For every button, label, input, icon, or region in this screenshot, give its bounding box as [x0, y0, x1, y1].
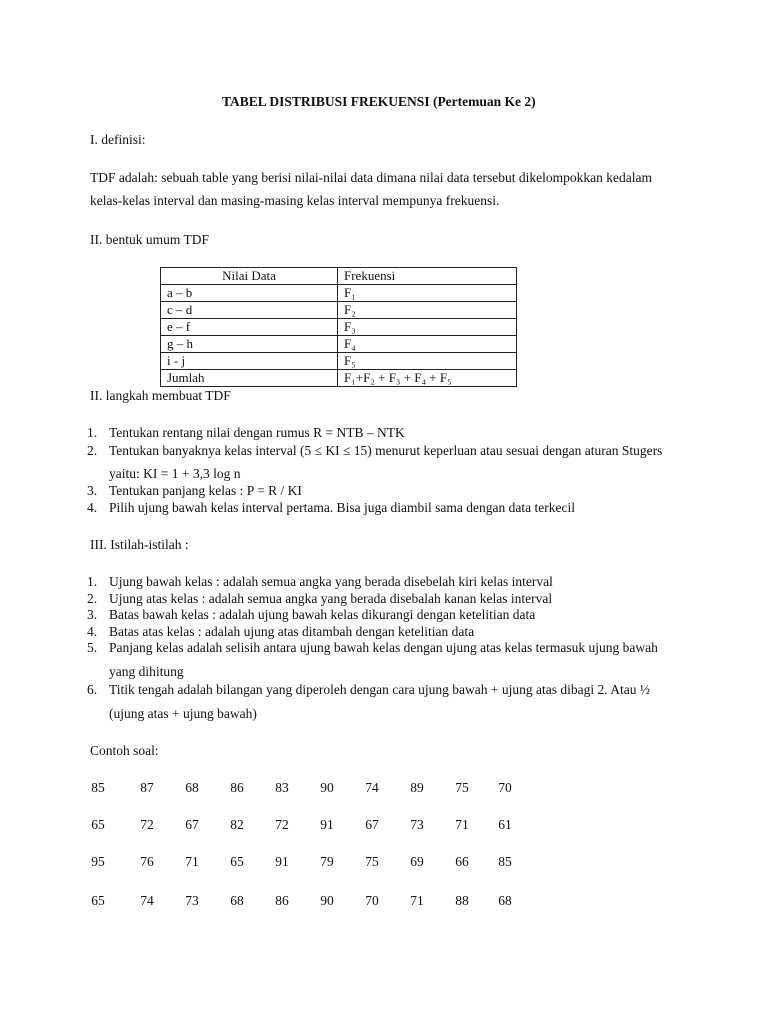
example-number: 82 — [230, 817, 244, 832]
example-number: 74 — [140, 893, 154, 908]
list-item: Batas bawah kelas : adalah ujung bawah kelas dikurangi dengan ketelitian data — [109, 607, 536, 622]
list-number: 2. — [87, 443, 98, 458]
table-row — [161, 285, 517, 302]
example-number: 65 — [230, 854, 244, 869]
table-cell-total: F₁+F₂ + F₃ + F₄ + F₅ — [338, 370, 517, 387]
example-number: 74 — [365, 780, 379, 795]
example-number: 68 — [498, 893, 512, 908]
example-number: 65 — [91, 893, 105, 908]
list-item: Tentukan banyaknya kelas interval (5 ≤ KI ≤ 15) menurut keperluan atau sesuai dengan aturan Stugers — [109, 443, 663, 458]
example-number: 73 — [410, 817, 424, 832]
list-item-continuation: yaitu: KI = 1 + 3,3 log n — [109, 466, 241, 481]
example-number: 87 — [140, 780, 154, 795]
example-number: 66 — [455, 854, 469, 869]
table-cell-frekuensi: F₄ — [338, 336, 517, 353]
list-item: Tentukan rentang nilai dengan rumus R = NTB – NTK — [109, 425, 405, 440]
example-number: 72 — [275, 817, 289, 832]
table-row — [161, 319, 517, 336]
table-cell-frekuensi: F₁ — [338, 285, 517, 302]
example-number: 75 — [365, 854, 379, 869]
example-number: 67 — [365, 817, 379, 832]
list-number: 1. — [87, 425, 98, 440]
list-number: 4. — [87, 500, 98, 515]
page-title: TABEL DISTRIBUSI FREKUENSI (Pertemuan Ke 2) — [222, 94, 536, 109]
example-number: 83 — [275, 780, 289, 795]
example-number: 71 — [455, 817, 469, 832]
table-total-row — [161, 370, 517, 387]
list-item-continuation: (ujung atas + ujung bawah) — [109, 706, 257, 721]
table-cell-frekuensi: F₅ — [338, 353, 517, 370]
steps-heading: II. langkah membuat TDF — [90, 388, 231, 403]
tdf-table — [160, 267, 517, 387]
example-number: 89 — [410, 780, 424, 795]
example-number: 91 — [275, 854, 289, 869]
example-number: 86 — [230, 780, 244, 795]
list-item: Ujung bawah kelas : adalah semua angka yang berada disebelah kiri kelas interval — [109, 574, 553, 589]
table-row — [161, 336, 517, 353]
example-number: 68 — [185, 780, 199, 795]
table-cell-nilai: e – f — [161, 319, 338, 336]
definition-text-line1: TDF adalah: sebuah table yang berisi nilai-nilai data dimana nilai data tersebut dikelompokkan kedalam — [90, 170, 652, 185]
example-number: 67 — [185, 817, 199, 832]
list-number: 3. — [87, 607, 98, 622]
list-item: Ujung atas kelas : adalah semua angka yang berada disebalah kanan kelas interval — [109, 591, 553, 606]
table-cell-frekuensi: F₂ — [338, 302, 517, 319]
example-number: 71 — [410, 893, 424, 908]
table-cell-frekuensi: F₃ — [338, 319, 517, 336]
table-row — [161, 353, 517, 370]
example-number: 79 — [320, 854, 334, 869]
example-number: 88 — [455, 893, 469, 908]
list-number: 6. — [87, 682, 98, 697]
list-number: 3. — [87, 483, 98, 498]
table-header-nilai: Nilai Data — [161, 268, 338, 285]
example-number: 61 — [498, 817, 512, 832]
definition-heading: I. definisi: — [90, 132, 146, 147]
list-item: Pilih ujung bawah kelas interval pertama. Bisa juga diambil sama dengan data terkecil — [109, 500, 575, 515]
example-number: 75 — [455, 780, 469, 795]
example-heading: Contoh soal: — [90, 743, 159, 758]
list-number: 5. — [87, 640, 98, 655]
example-number: 86 — [275, 893, 289, 908]
list-number: 2. — [87, 591, 98, 606]
example-number: 91 — [320, 817, 334, 832]
example-number: 85 — [498, 854, 512, 869]
table-header-frekuensi: Frekuensi — [338, 268, 517, 285]
table-cell-nilai: i - j — [161, 353, 338, 370]
example-number: 90 — [320, 893, 334, 908]
table-cell-nilai: g – h — [161, 336, 338, 353]
example-number: 65 — [91, 817, 105, 832]
list-item: Tentukan panjang kelas : P = R / KI — [109, 483, 302, 498]
list-item: Panjang kelas adalah selisih antara ujung bawah kelas dengan ujung atas kelas termasuk ujung bawah — [109, 640, 658, 655]
example-number: 90 — [320, 780, 334, 795]
list-item: Batas atas kelas : adalah ujung atas ditambah dengan ketelitian data — [109, 624, 475, 639]
table-header-row — [161, 268, 517, 285]
example-number: 70 — [498, 780, 512, 795]
table-cell-jumlah: Jumlah — [161, 370, 338, 387]
list-item: Titik tengah adalah bilangan yang diperoleh dengan cara ujung bawah + ujung atas dibagi 2. Atau ½ — [109, 682, 650, 697]
example-number: 73 — [185, 893, 199, 908]
example-number: 85 — [91, 780, 105, 795]
example-number: 68 — [230, 893, 244, 908]
general-form-heading: II. bentuk umum TDF — [90, 232, 209, 247]
example-number: 69 — [410, 854, 424, 869]
list-number: 1. — [87, 574, 98, 589]
table-row — [161, 302, 517, 319]
example-number: 76 — [140, 854, 154, 869]
table-cell-nilai: c – d — [161, 302, 338, 319]
table-cell-nilai: a – b — [161, 285, 338, 302]
example-number: 72 — [140, 817, 154, 832]
definition-text-line2: kelas-kelas interval dan masing-masing kelas interval mempunya frekuensi. — [90, 193, 500, 208]
list-number: 4. — [87, 624, 98, 639]
example-number: 70 — [365, 893, 379, 908]
terms-heading: III. Istilah-istilah : — [90, 537, 189, 552]
list-item-continuation: yang dihitung — [109, 664, 184, 679]
example-number: 95 — [91, 854, 105, 869]
example-number: 71 — [185, 854, 199, 869]
